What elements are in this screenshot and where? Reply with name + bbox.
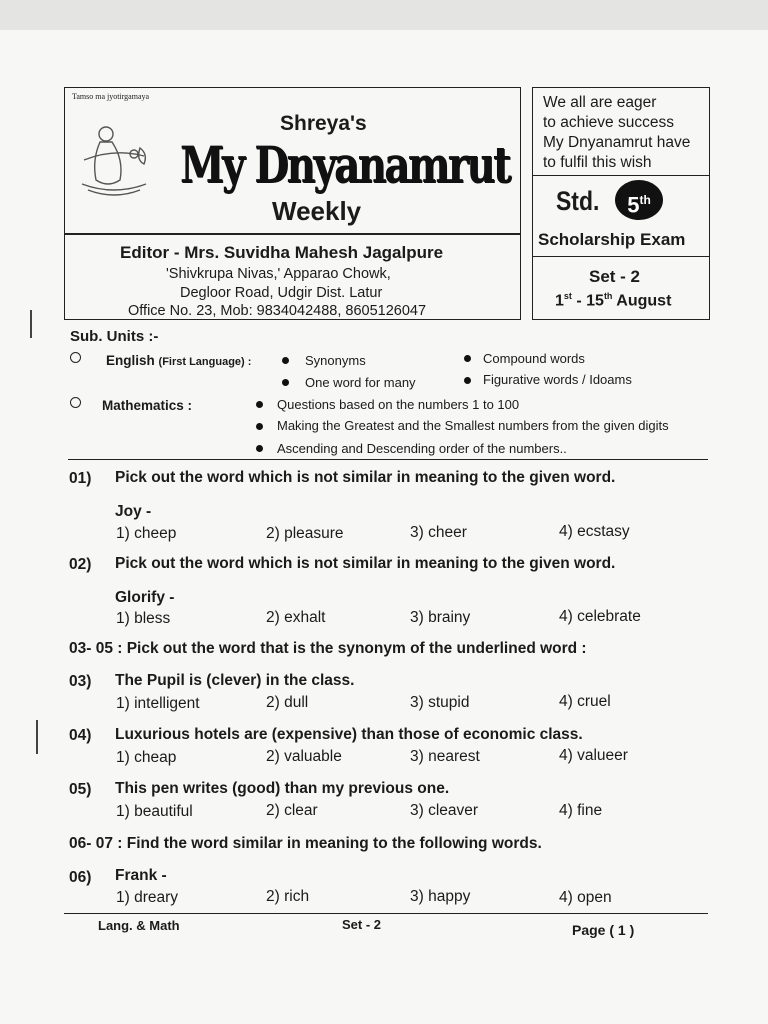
option: 4) valueer	[559, 747, 628, 764]
exam-title: Scholarship Exam	[538, 230, 686, 249]
quote-line-3: My Dnyanamrut have	[543, 134, 691, 151]
option: 1) cheep	[116, 525, 177, 542]
math-topic: Ascending and Descending order of the numbers..	[277, 441, 567, 456]
english-topic: Figurative words / Idoams	[483, 372, 632, 387]
question-number: 02)	[69, 556, 92, 573]
bullet-icon	[256, 401, 263, 408]
option: 3) happy	[410, 888, 471, 905]
option: 2) exhalt	[266, 609, 326, 626]
motto: Tamso ma jyotirgamaya	[72, 92, 150, 101]
editor-name: Editor - Mrs. Suvidha Mahesh Jagalpure	[120, 243, 444, 262]
units-divider	[68, 459, 708, 460]
option: 2) dull	[266, 694, 309, 711]
question-number: 03)	[69, 673, 92, 690]
math-topic: Making the Greatest and the Smallest numbers from the given digits	[277, 418, 669, 433]
option: 2) rich	[266, 888, 310, 905]
brand-title: My Dnyanamrut	[180, 135, 510, 194]
footer-set: Set - 2	[342, 917, 382, 932]
date-range: 1st - 15th August	[555, 291, 672, 310]
margin-mark	[36, 720, 38, 754]
option: 3) cheer	[410, 524, 467, 541]
english-label: English (First Language) :	[106, 353, 252, 368]
quote-line-1: We all are eager	[543, 94, 657, 111]
address-line-2: Degloor Road, Udgir Dist. Latur	[180, 285, 383, 301]
option: 2) pleasure	[266, 525, 344, 542]
address-line-1: 'Shivkrupa Nivas,' Apparao Chowk,	[166, 266, 391, 282]
math-ring-icon	[70, 397, 81, 408]
question-text: Luxurious hotels are (expensive) than those of economic class.	[115, 726, 583, 743]
std-label: Std.	[556, 186, 600, 216]
math-topic: Questions based on the numbers 1 to 100	[277, 397, 520, 412]
question-number: 01)	[69, 470, 92, 487]
question-text: Pick out the word which is not similar in meaning to the given word.	[115, 469, 616, 486]
option: 3) nearest	[410, 748, 480, 765]
question-number: 05)	[69, 781, 92, 798]
question-word: Glorify -	[115, 589, 175, 606]
english-topic: One word for many	[305, 375, 416, 390]
units-heading: Sub. Units :-	[70, 328, 159, 345]
option: 4) fine	[559, 802, 603, 819]
section-instruction: 06- 07 : Find the word similar in meaning to the following words.	[69, 835, 542, 852]
margin-mark	[30, 310, 32, 338]
option: 1) dreary	[116, 889, 179, 906]
question-text: This pen writes (good) than my previous one.	[115, 780, 450, 797]
option: 4) celebrate	[559, 608, 641, 625]
bullet-icon	[256, 423, 263, 430]
english-ring-icon	[70, 352, 81, 363]
frequency-label: Weekly	[272, 196, 362, 226]
option: 3) stupid	[410, 694, 470, 711]
footer-page: Page ( 1 )	[572, 922, 635, 938]
option: 1) beautiful	[116, 803, 193, 820]
set-label: Set - 2	[589, 267, 641, 286]
option: 1) cheap	[116, 749, 177, 766]
bullet-icon	[464, 377, 471, 384]
option: 2) valuable	[266, 748, 342, 765]
question-word: Joy -	[115, 503, 152, 520]
side-divider-1	[532, 175, 710, 176]
math-label: Mathematics :	[102, 398, 193, 413]
option: 1) bless	[116, 610, 171, 627]
option: 4) open	[559, 889, 612, 906]
footer-subject: Lang. & Math	[98, 918, 180, 933]
saraswati-logo	[74, 120, 156, 200]
option: 3) cleaver	[410, 802, 479, 819]
option: 4) cruel	[559, 693, 611, 710]
quote-line-4: to fulfil this wish	[543, 154, 652, 171]
english-topic: Synonyms	[305, 353, 366, 368]
question-number: 04)	[69, 727, 92, 744]
bullet-icon	[464, 355, 471, 362]
publisher-name: Shreya's	[280, 112, 367, 135]
english-topic: Compound words	[483, 351, 585, 366]
quote-line-2: to achieve success	[543, 114, 674, 131]
question-word: Frank -	[115, 867, 167, 884]
option: 2) clear	[266, 802, 318, 819]
address-line-3: Office No. 23, Mob: 9834042488, 8605126047	[128, 303, 427, 319]
footer-divider	[64, 913, 708, 914]
section-instruction: 03- 05 : Pick out the word that is the synonym of the underlined word :	[69, 640, 587, 657]
side-divider-2	[532, 256, 710, 257]
option: 4) ecstasy	[559, 523, 630, 540]
question-text: The Pupil is (clever) in the class.	[115, 672, 355, 689]
std-number: 5	[627, 192, 640, 218]
option: 3) brainy	[410, 609, 471, 626]
question-text: Pick out the word which is not similar in meaning to the given word.	[115, 555, 616, 572]
std-badge	[615, 180, 663, 220]
bullet-icon	[282, 357, 289, 364]
bullet-icon	[256, 445, 263, 452]
option: 1) intelligent	[116, 695, 200, 712]
bullet-icon	[282, 379, 289, 386]
std-suffix: th	[639, 193, 651, 207]
question-number: 06)	[69, 869, 92, 886]
